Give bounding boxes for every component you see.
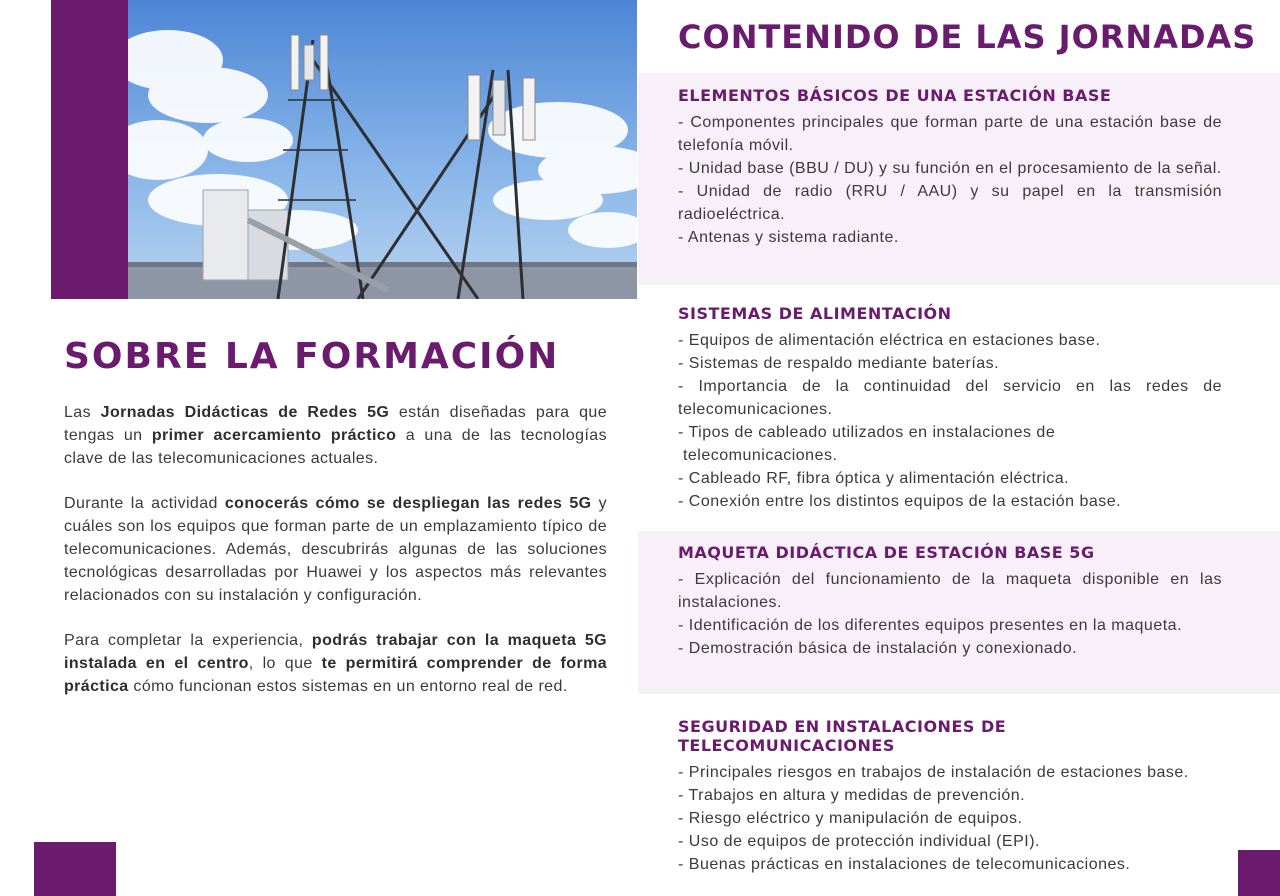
- list-item: - Sistemas de respaldo mediante baterías.: [678, 355, 1000, 372]
- about-paragraph-2: Durante la actividad conocerás cómo se despliegan las redes 5G y cuáles son los equipos que forman parte de un emplazamiento típico de telecomunicaciones. Además, descubrirás algunas de las soluciones tecnológicas desarrolladas por Huawei y los aspectos más relevantes relacionados con su instalación y configuración.: [64, 495, 607, 604]
- list-item: - Importancia de la continuidad del servicio en las redes de telecomunicaciones.: [678, 378, 1222, 418]
- list-item: telecomunicaciones.: [678, 447, 838, 464]
- list-item: - Cableado RF, fibra óptica y alimentación eléctrica.: [678, 470, 1070, 487]
- list-item: - Riesgo eléctrico y manipulación de equipos.: [678, 810, 1023, 827]
- section-5g-model: [678, 543, 1222, 660]
- list-item: - Conexión entre los distintos equipos de la estación base.: [678, 493, 1122, 510]
- section-heading: SISTEMAS DE ALIMENTACIÓN: [678, 304, 952, 323]
- list-item: - Demostración básica de instalación y conexionado.: [678, 640, 1078, 657]
- list-item: - Principales riesgos en trabajos de instalación de estaciones base.: [678, 764, 1189, 781]
- section-heading: MAQUETA DIDÁCTICA DE ESTACIÓN BASE 5G: [678, 543, 1095, 562]
- list-item: - Uso de equipos de protección individual (EPI).: [678, 833, 1040, 850]
- list-item: - Unidad base (BBU / DU) y su función en el procesamiento de la señal.: [678, 160, 1222, 177]
- list-item: - Explicación del funcionamiento de la maqueta disponible en las instalaciones.: [678, 571, 1222, 611]
- section-heading: SEGURIDAD EN INSTALACIONES DE TELECOMUNICACIONES: [678, 717, 1007, 755]
- content-title: CONTENIDO DE LAS JORNADAS: [678, 18, 1257, 56]
- list-item: - Identificación de los diferentes equipos presentes en la maqueta.: [678, 617, 1183, 634]
- section-base-station-elements: [678, 86, 1222, 249]
- list-item: - Unidad de radio (RRU / AAU) y su papel en la transmisión radioeléctrica.: [678, 183, 1222, 223]
- section-power-systems: [678, 304, 1222, 513]
- about-paragraph-1: Las Jornadas Didácticas de Redes 5G están diseñadas para que tengas un primer acercamiento práctico a una de las tecnologías clave de las telecomunicaciones actuales.: [64, 404, 608, 467]
- about-paragraph-3: Para completar la experiencia, podrás trabajar con la maqueta 5G instalada en el centro, lo que te permitirá comprender de forma práctica cómo funcionan estos sistemas en un entorno real de red.: [64, 632, 607, 695]
- list-item: - Trabajos en altura y medidas de prevención.: [678, 787, 1026, 804]
- about-title: SOBRE LA FORMACIÓN: [64, 336, 560, 377]
- list-item: - Tipos de cableado utilizados en instalaciones de: [678, 424, 1056, 441]
- section-safety: [678, 717, 1222, 876]
- section-heading: ELEMENTOS BÁSICOS DE UNA ESTACIÓN BASE: [678, 86, 1112, 105]
- list-item: - Buenas prácticas en instalaciones de telecomunicaciones.: [678, 856, 1131, 873]
- telecom-tower-photo: [128, 0, 637, 299]
- decorative-purple-square-right: [1238, 850, 1280, 896]
- list-item: - Antenas y sistema radiante.: [678, 229, 899, 246]
- decorative-purple-square-left: [34, 842, 116, 896]
- about-body: [64, 401, 607, 720]
- telecom-tower-illustration: [128, 0, 637, 299]
- list-item: - Equipos de alimentación eléctrica en estaciones base.: [678, 332, 1101, 349]
- decorative-purple-bar: [51, 0, 129, 299]
- list-item: - Componentes principales que forman parte de una estación base de telefonía móvil.: [678, 114, 1222, 154]
